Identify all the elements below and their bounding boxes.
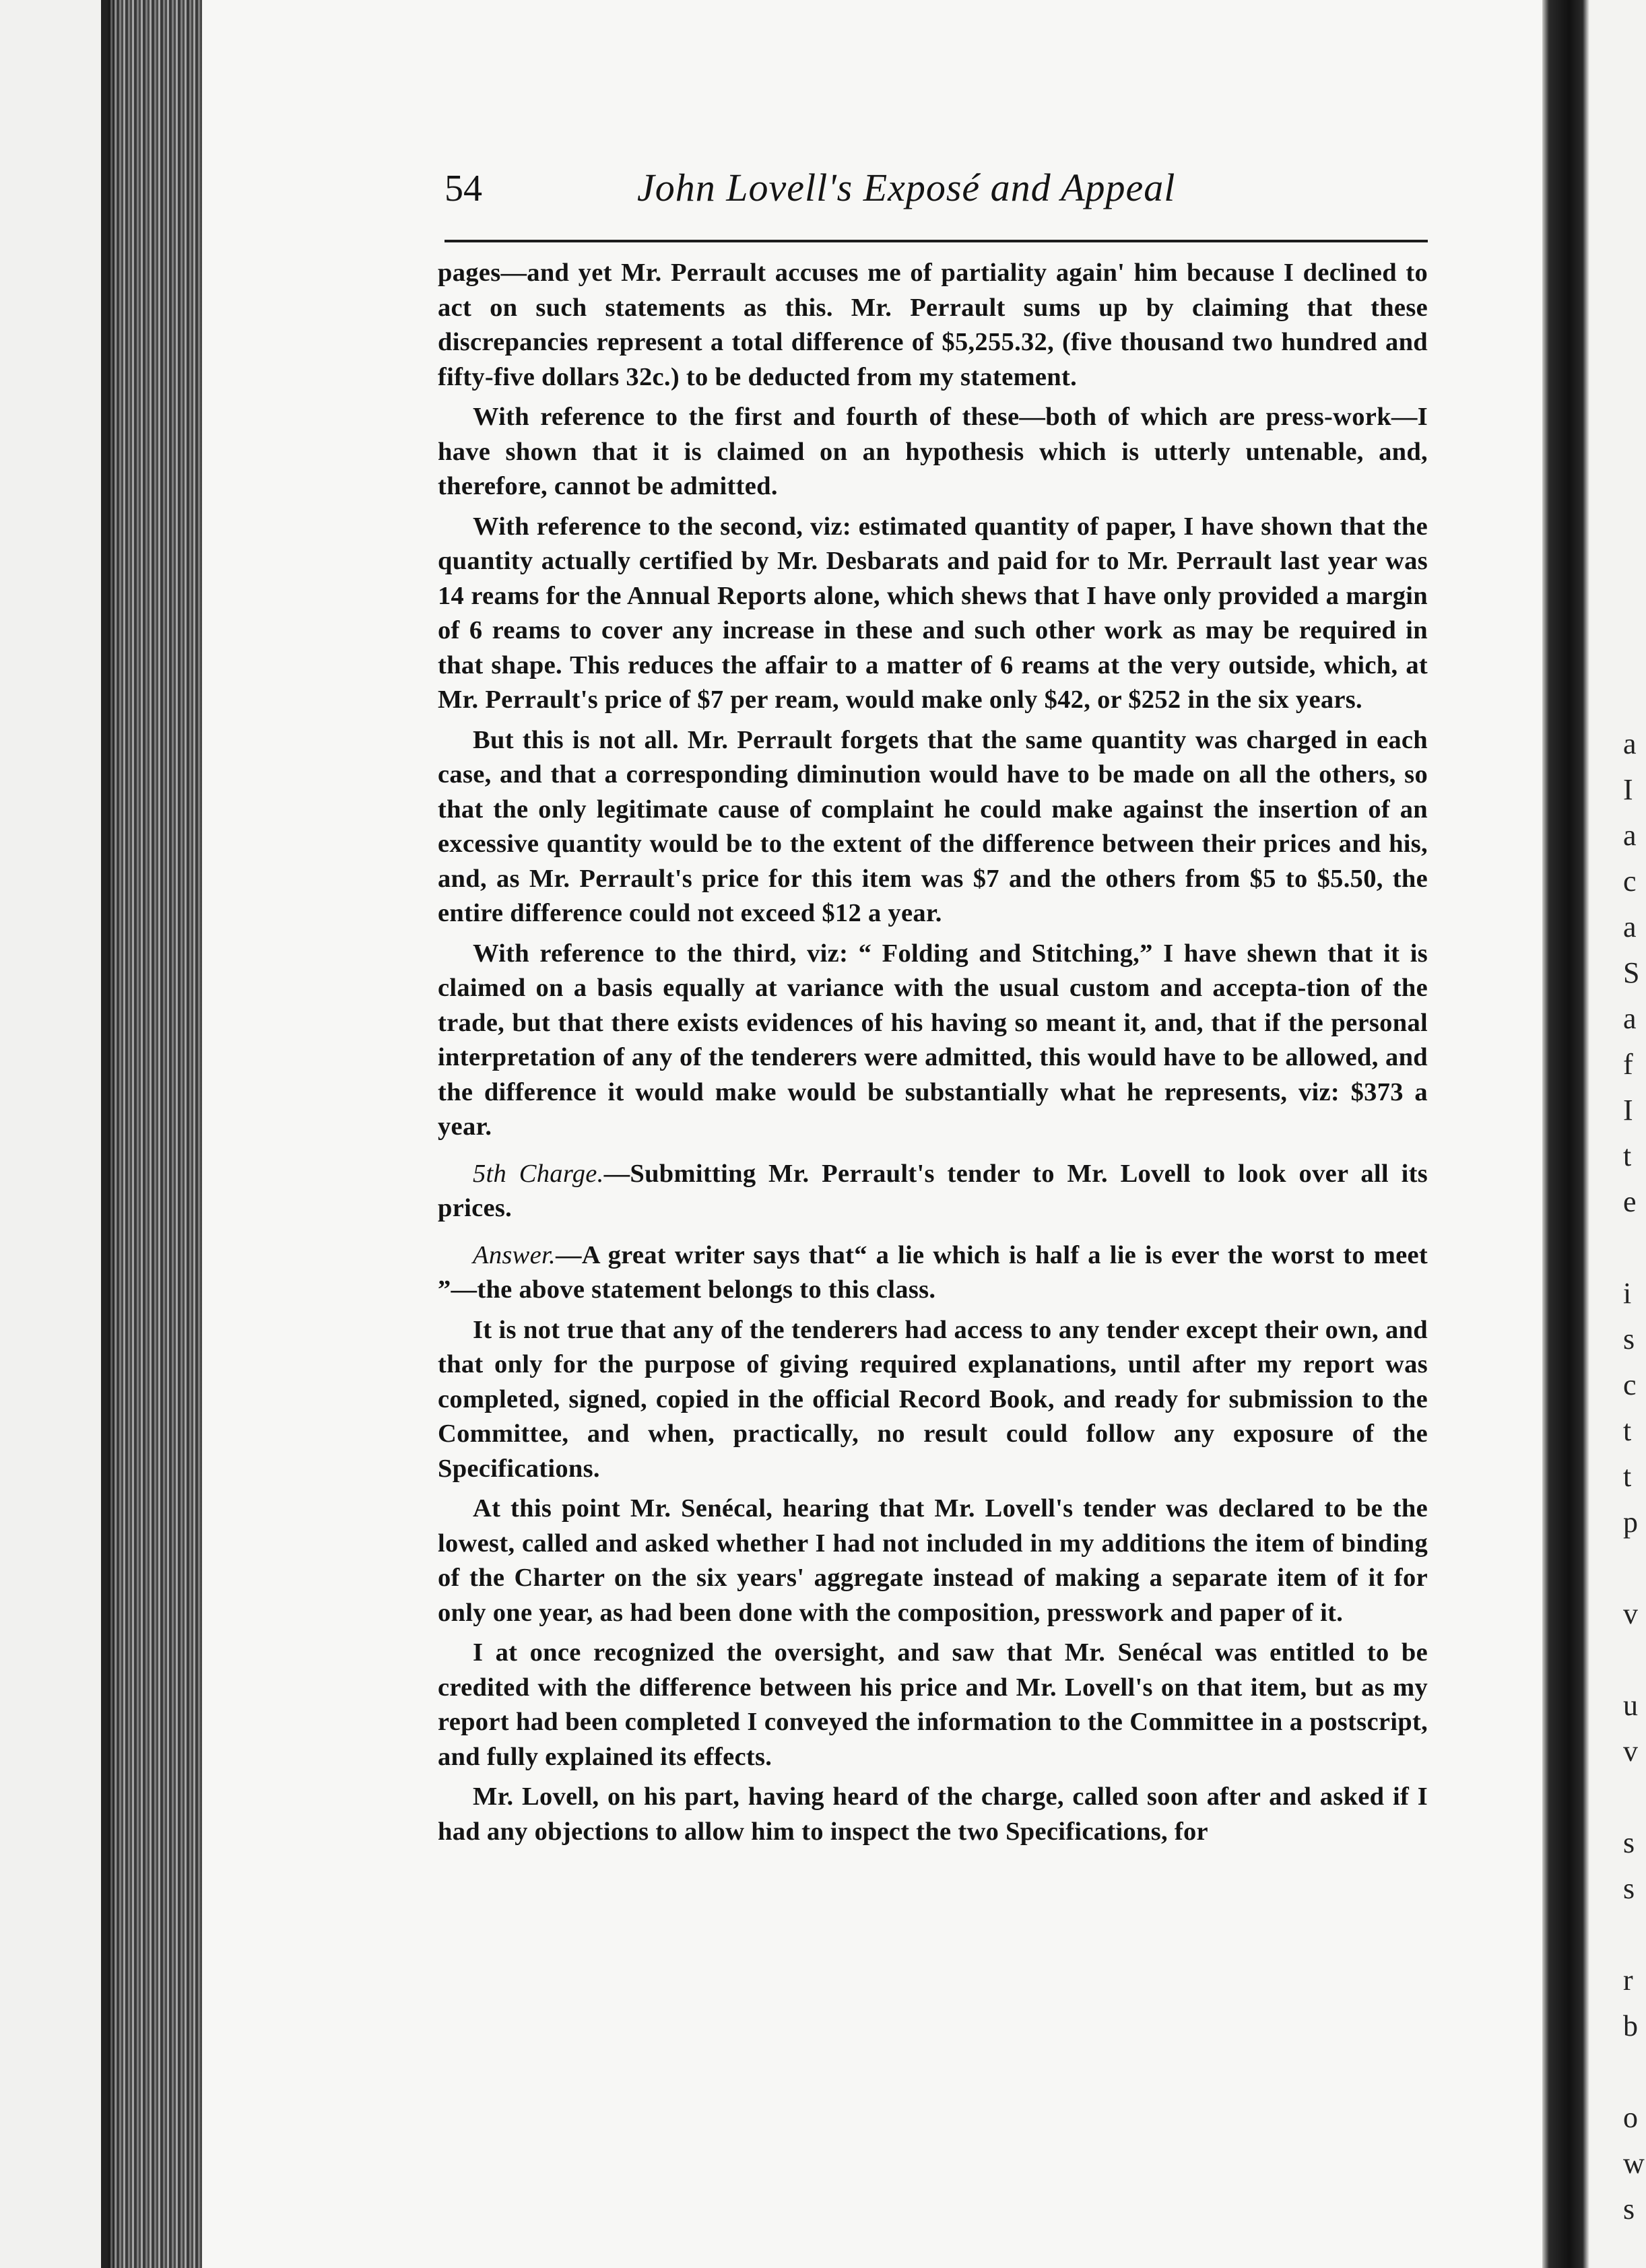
paragraph: It is not true that any of the tenderers had access to any tender except their own, and that only for the purpose of giving required explanations, until after my report was completed, signed, copied in the official Record Book, and ready for submission to the Committee, and when, practically, no result could follow any exposure of the Specifications.: [438, 1315, 1428, 1483]
adjacent-letter: i: [1623, 1277, 1632, 1310]
paragraph: I at once recognized the oversight, and saw that Mr. Senécal was entitled to be credited with the difference between his price and Mr. Lovell's on that item, but as my report had been completed I conveyed the information to the Committee in a postscript, and fully explained its effects.: [438, 1638, 1428, 1771]
paragraph: But this is not all. Mr. Perrault forgets that the same quantity was charged in each case, and that a corresponding diminution would have to be made on all the others, so that the only legitimate cause of complaint he could make against the insertion of an excessive quantity would be to the extent of the difference between their prices and his, and, as Mr. Perrault's price for this item was $7 and the others from $5 to $5.50, the entire difference could not exceed $12 a year.: [438, 725, 1428, 927]
adjacent-letter: u: [1623, 1689, 1638, 1722]
adjacent-letter: s: [1623, 1826, 1635, 1859]
adjacent-letter: s: [1623, 2193, 1635, 2226]
adjacent-letter: [1623, 2055, 1646, 2101]
adjacent-letter: c: [1623, 865, 1637, 898]
adjacent-letter: I: [1623, 773, 1633, 806]
adjacent-letter: b: [1623, 2009, 1638, 2042]
adjacent-letter: s: [1623, 1872, 1635, 1905]
adjacent-letter: S: [1623, 956, 1640, 989]
adjacent-letter: p: [1623, 1506, 1638, 1539]
answer-paragraph: [438, 1238, 1428, 1308]
adjacent-letter: [1623, 1643, 1646, 1689]
paragraph: With reference to the first and fourth of these—both of which are press-work—I have shown that it is claimed on an hypothesis which is utterly untenable, and, therefore, cannot be admitted.: [438, 403, 1428, 500]
paragraph: With reference to the third, viz: “ Folding and Stitching,” I have shewn that it is claimed on a basis equally at variance with the usual custom and accepta-tion of the trade, but that there exists evidences of his having so meant it, and, that if the personal interpretation of any of the tenderers were admitted, this would have to be allowed, and the difference it would make would be substantially what he represents, viz: $373 a year.: [438, 939, 1428, 1141]
adjacent-letter: a: [1623, 1002, 1637, 1035]
paragraph: pages—and yet Mr. Perrault accuses me of partiality again' him because I declined to act on such statements as this. Mr. Perrault sums up by claiming that these discrepancies represent a total difference of $5,255.32, (five thousand two hundred and fifty-five dollars 32c.) to be deducted from my statement.: [438, 259, 1428, 391]
running-header: [445, 165, 1428, 226]
adjacent-letter: t: [1623, 1414, 1632, 1447]
adjacent-letter: t: [1623, 1460, 1632, 1493]
running-title: John Lovell's Exposé and Appeal: [637, 166, 1176, 209]
charge-paragraph: [438, 1157, 1428, 1226]
charge-label: 5th Charge.: [473, 1159, 604, 1188]
adjacent-letter: e: [1623, 1185, 1637, 1218]
header-rule: [445, 240, 1428, 242]
page-stack-edges: [108, 0, 209, 2268]
adjacent-letter: [1623, 1552, 1646, 1597]
paragraph: At this point Mr. Senécal, hearing that Mr. Lovell's tender was declared to be the lowest, called and asked whether I had not included in my additions the item of binding of the Charter on the six years' aggregate instead of making a separate item of it for only one year, as had been done with the composition, presswork and paper of it.: [438, 1494, 1428, 1627]
adjacent-page-fragment: [1623, 727, 1646, 2238]
adjacent-letter: w: [1623, 2147, 1645, 2180]
adjacent-letter: t: [1623, 1139, 1632, 1172]
adjacent-letter: a: [1623, 910, 1637, 943]
adjacent-letter: c: [1623, 1368, 1637, 1401]
adjacent-letter: f: [1623, 1048, 1633, 1081]
paragraph: Mr. Lovell, on his part, having heard of the charge, called soon after and asked if I had any objections to allow him to inspect the two Specifications, for: [438, 1782, 1428, 1846]
adjacent-letter: v: [1623, 1735, 1638, 1768]
page-number: 54: [445, 168, 482, 209]
answer-label: Answer.: [473, 1240, 556, 1269]
adjacent-letter: v: [1623, 1597, 1638, 1630]
paragraph: With reference to the second, viz: estimated quantity of paper, I have shown that the quantity actually certified by Mr. Desbarats and paid for to Mr. Perrault last year was 14 reams for the Annual Reports alone, which shews that I have only provided a margin of 6 reams to cover any increase in these and such other work as may be required in that shape. This reduces the affair to a matter of 6 reams at the very outside, which, at Mr. Perrault's price of $7 per ream, would make only $42, or $252 in the six years.: [438, 512, 1428, 714]
adjacent-letter: [1623, 1918, 1646, 1964]
adjacent-letter: s: [1623, 1323, 1635, 1356]
adjacent-letter: o: [1623, 2101, 1638, 2134]
adjacent-letter: a: [1623, 727, 1637, 760]
adjacent-letter: a: [1623, 819, 1637, 852]
adjacent-letter: I: [1623, 1094, 1633, 1127]
body-text: [438, 256, 1428, 1849]
charge-text: —Submitting Mr. Perrault's tender to Mr. Lovell to look over all its prices.: [438, 1159, 1428, 1222]
answer-text: —A great writer says that“ a lie which is half a lie is ever the worst to meet ”—the above statement belongs to this class.: [438, 1240, 1428, 1304]
adjacent-letter: [1623, 1780, 1646, 1826]
adjacent-letter: [1623, 1231, 1646, 1277]
adjacent-letter: r: [1623, 1964, 1633, 1997]
